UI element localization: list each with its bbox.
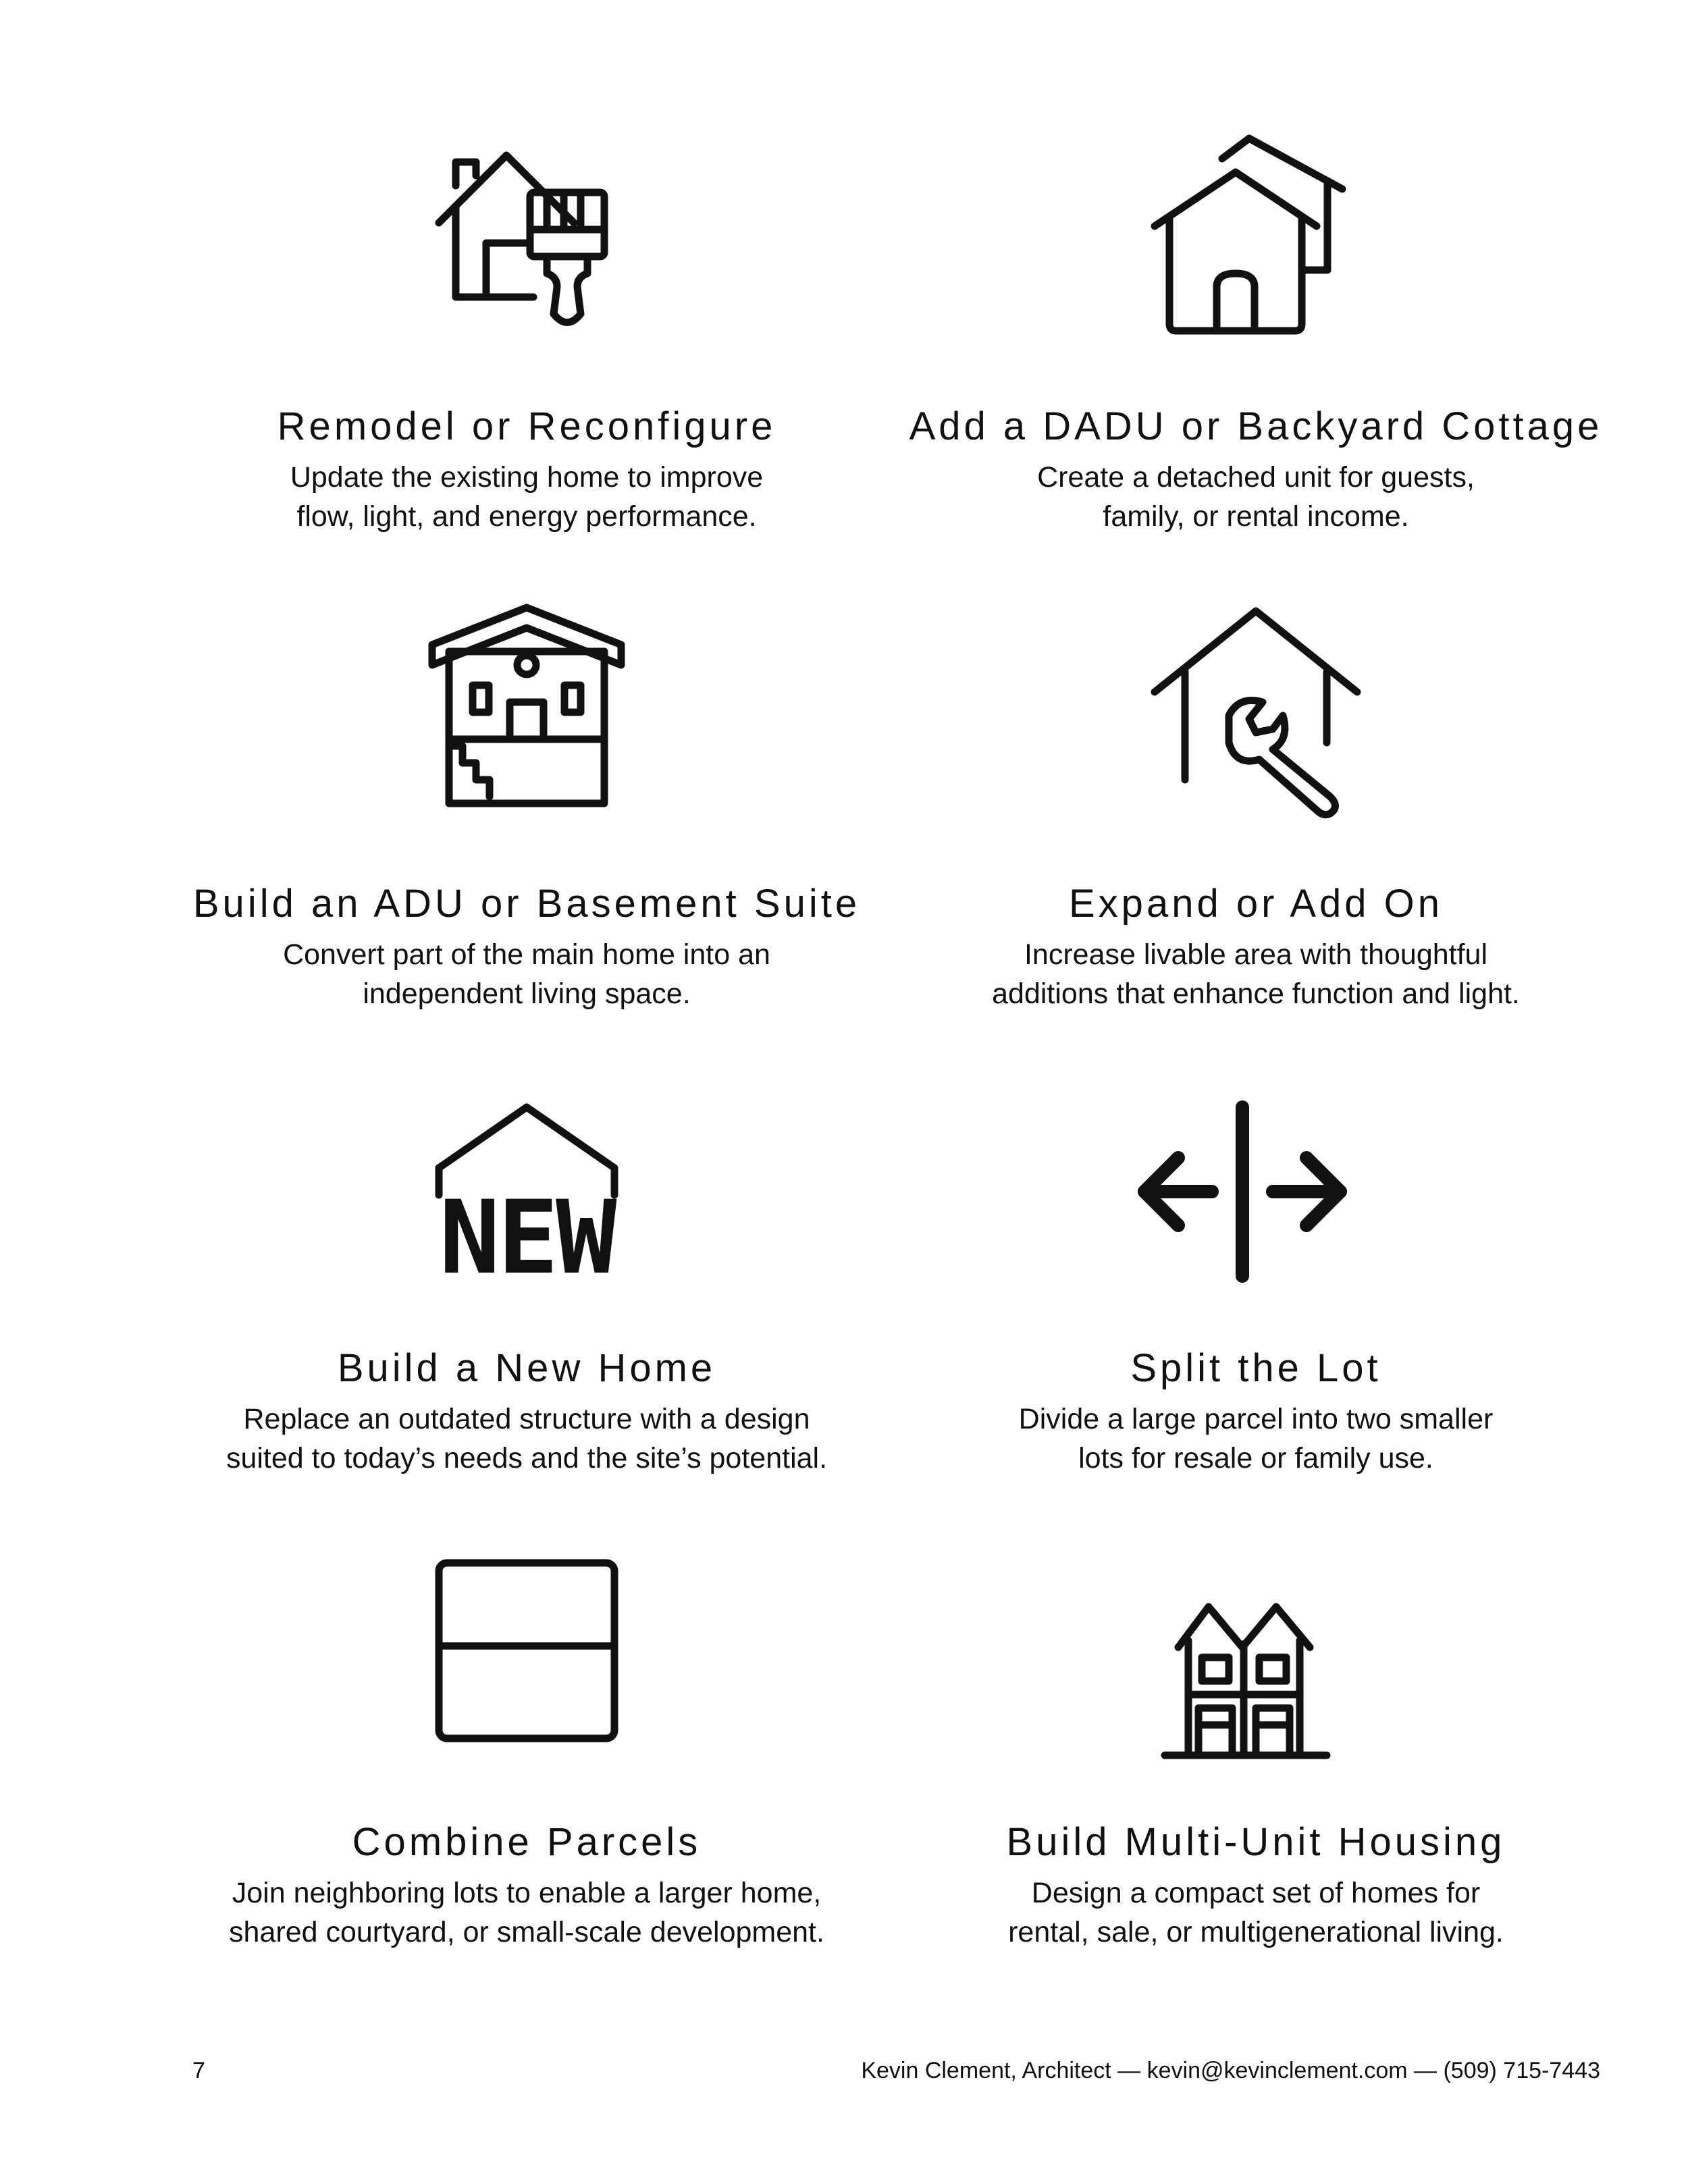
service-description <box>858 1873 1654 1952</box>
service-title: Build an ADU or Basement Suite <box>192 882 861 926</box>
description-line: Join neighboring lots to enable a larger home, <box>232 1877 822 1909</box>
combined-parcel-icon <box>429 1553 625 1749</box>
house-new-icon <box>429 1094 625 1297</box>
service-title: Split the Lot <box>1130 1346 1381 1390</box>
description-line: family, or rental income. <box>1103 500 1409 533</box>
service-description <box>128 1873 925 1952</box>
service-title: Combine Parcels <box>352 1820 702 1864</box>
house-basement-icon <box>422 597 631 814</box>
description-line: Design a compact set of homes for <box>1031 1877 1481 1909</box>
service-title: Remodel or Reconfigure <box>277 404 776 448</box>
split-arrows-icon <box>1124 1097 1361 1286</box>
service-title: Expand or Add On <box>1069 882 1443 926</box>
description-line: flow, light, and energy performance. <box>296 500 757 533</box>
service-title: Build Multi-Unit Housing <box>1006 1820 1506 1864</box>
description-line: lots for resale or family use. <box>1078 1442 1433 1474</box>
description-line: Replace an outdated structure with a design <box>243 1403 810 1435</box>
new-label: NEW <box>439 1179 614 1297</box>
description-line: suited to today’s needs and the site’s potential. <box>226 1442 828 1474</box>
description-line: Divide a large parcel into two smaller <box>1018 1403 1494 1435</box>
description-line: Create a detached unit for guests, <box>1037 461 1475 494</box>
description-line: rental, sale, or multigenerational living. <box>1008 1916 1504 1948</box>
service-title: Add a DADU or Backyard Cottage <box>909 404 1603 448</box>
description-line: Update the existing home to improve <box>290 461 764 494</box>
description-line: shared courtyard, or small-scale development. <box>229 1916 824 1948</box>
page-number: 7 <box>192 2058 205 2083</box>
description-line: additions that enhance function and light. <box>992 978 1520 1010</box>
service-description <box>858 458 1654 536</box>
description-line: independent living space. <box>363 978 691 1010</box>
service-description <box>858 935 1654 1013</box>
house-wrench-icon <box>1144 597 1367 814</box>
service-description <box>128 458 925 536</box>
footer-contact: Kevin Clement, Architect — kevin@kevinclement.com — (509) 715-7443 <box>861 2058 1600 2083</box>
two-houses-icon <box>1141 132 1364 341</box>
house-paintbrush-icon <box>425 135 628 338</box>
service-description <box>128 1400 925 1478</box>
multi-unit-housing-icon <box>1161 1593 1350 1769</box>
service-title: Build a New Home <box>337 1346 716 1390</box>
description-line: Increase livable area with thoughtful <box>1024 938 1488 971</box>
service-description <box>128 935 925 1013</box>
description-line: Convert part of the main home into an <box>283 938 770 971</box>
service-description <box>858 1400 1654 1478</box>
